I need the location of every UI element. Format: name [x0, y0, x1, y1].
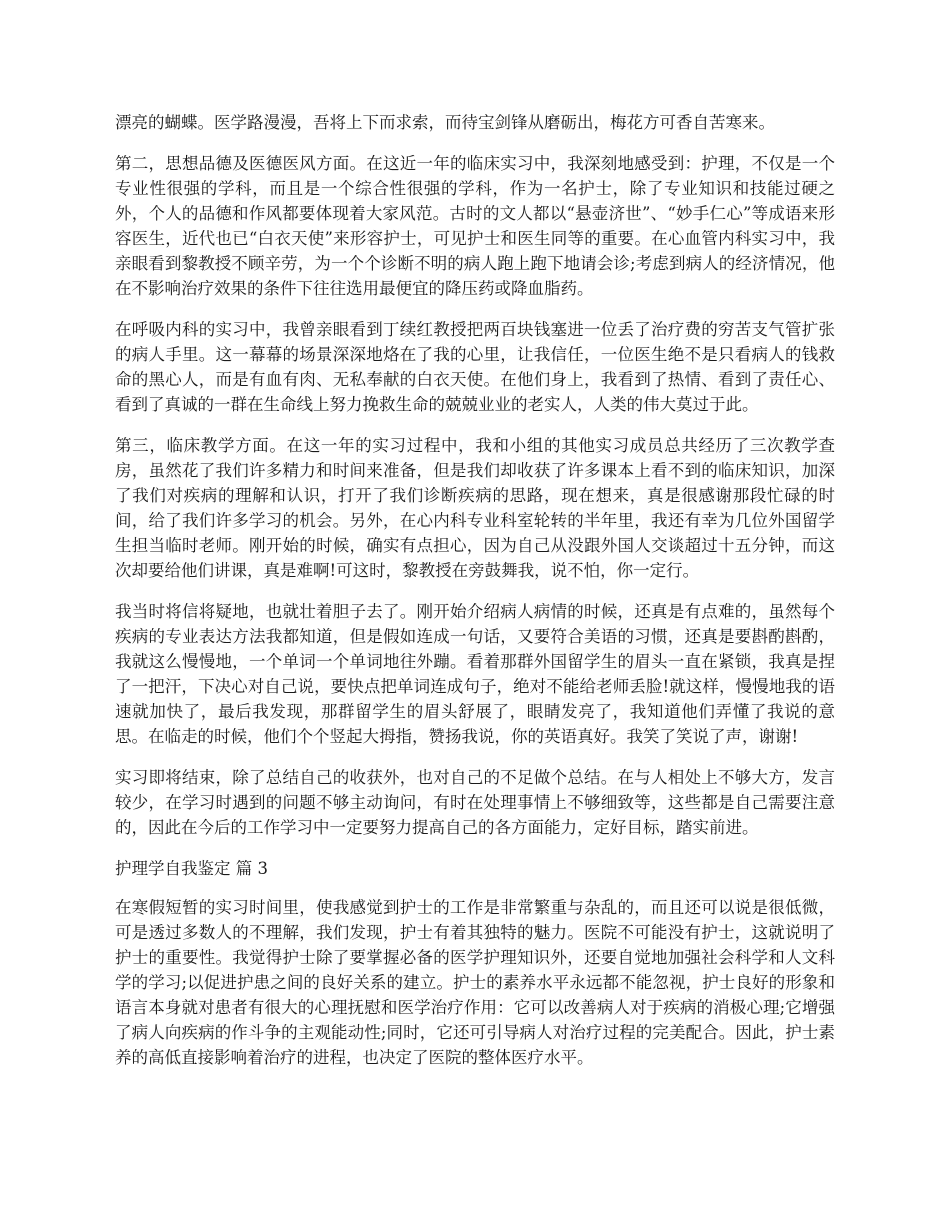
paragraph-clinical-teaching: 第三，临床教学方面。在这一年的实习过程中，我和小组的其他实习成员总共经历了三次教学查房，虽然花了我们许多精力和时间来准备，但是我们却收获了许多课本上看不到的临床知识，加深了我们对疾病的理解和认识，打开了我们诊断疾病的思路，现在想来，真是很感谢那段忙碌的时间，给了我们许多学习的机会。另外，在心内科专业科室轮转的半年里，我还有幸为几位外国留学生担当临时老师。刚开始的时候，确实有点担心，因为自己从没跟外国人交谈超过十五分钟，而这次却要给他们讲课，真是难啊!可这时，黎教授在旁鼓舞我，说不怕，你一定行。: [115, 436, 835, 580]
paragraph-english-teaching: 我当时将信将疑地，也就壮着胆子去了。刚开始介绍病人病情的时候，还真是有点难的，虽然每个疾病的专业表达方法我都知道，但是假如连成一句话，又要符合美语的习惯，还真是要斟酌斟酌，我就这么慢慢地，一个单词一个单词地往外蹦。看着那群外国留学生的眉头一直在紧锁，我真是捏了一把汗，下决心对自己说，要快点把单词连成句子，绝对不能给老师丢脸!就这样，慢慢地我的语速就加快了，最后我发现，那群留学生的眉头舒展了，眼睛发亮了，我知道他们弄懂了我说的意思。在临走的时候，他们个个竖起大拇指，赞扬我说，你的英语真好。我笑了笑说了声，谢谢!: [115, 602, 835, 746]
paragraph-winter-internship: 在寒假短暂的实习时间里，使我感觉到护士的工作是非常繁重与杂乱的，而且还可以说是很低微，可是透过多数人的不理解，我们发现，护士有着其独特的魅力。医院不可能没有护士，这就说明了护士的重要性。我觉得护士除了要掌握必备的医学护理知识外，还要自觉地加强社会科学和人文科学的学习;以促进护患之间的良好关系的建立。护士的素养水平永远都不能忽视，护士良好的形象和语言本身就对患者有很大的心理抚慰和医学治疗作用：它可以改善病人对于疾病的消极心理;它增强了病人向疾病的作斗争的主观能动性;同时，它还可引导病人对治疗过程的完美配合。因此，护士素养的高低直接影响着治疗的进程，也决定了医院的整体医疗水平。: [115, 898, 835, 1067]
paragraph-medical-ethics: 第二，思想品德及医德医风方面。在这近一年的临床实习中，我深刻地感受到：护理，不仅是一个专业性很强的学科，而且是一个综合性很强的学科，作为一名护士，除了专业知识和技能过硬之外，个人的品德和作风都要体现着大家风范。古时的文人都以“悬壶济世”、“妙手仁心”等成语来形容医生，近代也已“白衣天使”来形容护士，可见护士和医生同等的重要。在心血管内科实习中，我亲眼看到黎教授不顾辛劳，为一个个诊断不明的病人跑上跑下地请会诊;考虑到病人的经济情况，他在不影响治疗效果的条件下往往选用最便宜的降压药或降血脂药。: [115, 154, 835, 298]
paragraph-butterfly: 漂亮的蝴蝶。医学路漫漫，吾将上下而求索，而待宝剑锋从磨砺出，梅花方可香自苦寒来。: [115, 113, 775, 132]
paragraph-self-summary: 实习即将结束，除了总结自己的收获外，也对自己的不足做个总结。在与人相处上不够大方，发言较少，在学习时遇到的问题不够主动询问，有时在处理事情上不够细致等，这些都是自己需要注意的，因此在今后的工作学习中一定要努力提高自己的各方面能力，定好目标，踏实前进。: [115, 768, 835, 837]
document-page: [115, 110, 835, 1086]
section-heading: 护理学自我鉴定 篇 3: [115, 859, 268, 878]
paragraph-respiratory: 在呼吸内科的实习中，我曾亲眼看到丁续红教授把两百块钱塞进一位丢了治疗费的穷苦支气管扩张的病人手里。这一幕幕的场景深深地烙在了我的心里，让我信任，一位医生绝不是只看病人的钱救命的黑心人，而是有血有肉、无私奉献的白衣天使。在他们身上，我看到了热情、看到了责任心、看到了真诚的一群在生命线上努力挽救生命的兢兢业业的老实人，人类的伟大莫过于此。: [115, 320, 835, 414]
